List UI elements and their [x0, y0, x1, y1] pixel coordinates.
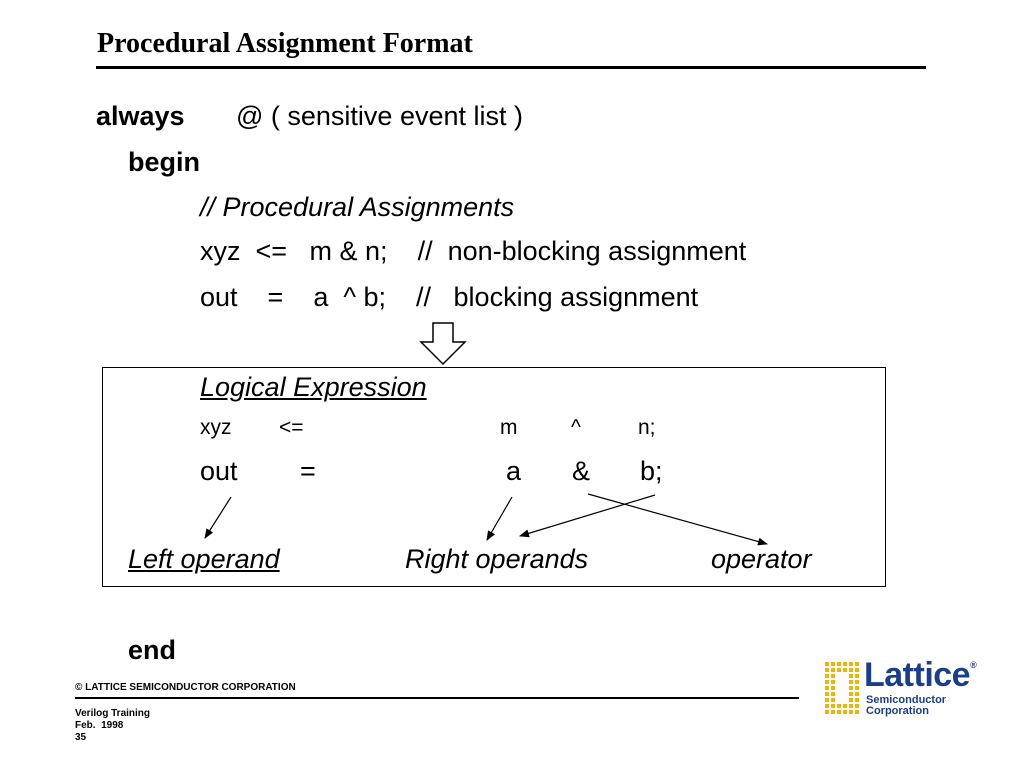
page-title: Procedural Assignment Format: [97, 28, 473, 59]
row2-b: b;: [640, 456, 663, 486]
row1-op: <=: [279, 416, 304, 439]
row2-op: =: [300, 456, 316, 486]
logo-line2: Corporation: [866, 705, 929, 717]
code-line-blocking: out = a ^ b; // blocking assignment: [200, 282, 699, 312]
labels-row: [128, 543, 838, 575]
code-line-nonblocking: xyz <= m & n; // non-blocking assignment: [200, 236, 747, 266]
copyright-text: © LATTICE SEMICONDUCTOR CORPORATION: [75, 682, 296, 693]
label-operator: operator: [711, 544, 812, 574]
sensitivity-list: @ ( sensitive event list ): [236, 101, 523, 131]
comment-procedural: // Procedural Assignments: [200, 192, 515, 222]
begin-keyword: begin: [128, 147, 200, 177]
arrow-operator-to-right: [520, 495, 655, 536]
logo-line1: Semiconductor: [866, 694, 947, 706]
arrow-to-operator: [588, 494, 767, 544]
always-keyword: always: [96, 101, 185, 131]
footer-rule: [75, 697, 799, 699]
row2-sym: &: [572, 456, 591, 486]
logo-wordmark: Lattice®: [864, 656, 977, 694]
page-number: 35: [75, 732, 87, 743]
row1-sym: ^: [571, 416, 581, 439]
end-keyword: end: [128, 635, 177, 665]
lattice-logo-grid-icon: [825, 662, 861, 716]
label-right-operands: Right operands: [405, 544, 589, 574]
row1-lhs: xyz: [200, 416, 232, 439]
course-name: Verilog Training: [75, 708, 151, 719]
row2-lhs: out: [200, 456, 238, 486]
arrow-left-operand: [205, 497, 231, 538]
logical-expression-heading: Logical Expression: [200, 372, 427, 402]
course-date: Feb. 1998: [75, 720, 124, 731]
row2-a: a: [506, 456, 522, 486]
label-left-operand: Left operand: [128, 544, 280, 574]
row1-a: m: [500, 416, 518, 439]
row1-b: n;: [638, 416, 656, 439]
arrow-right-operands: [487, 497, 512, 540]
